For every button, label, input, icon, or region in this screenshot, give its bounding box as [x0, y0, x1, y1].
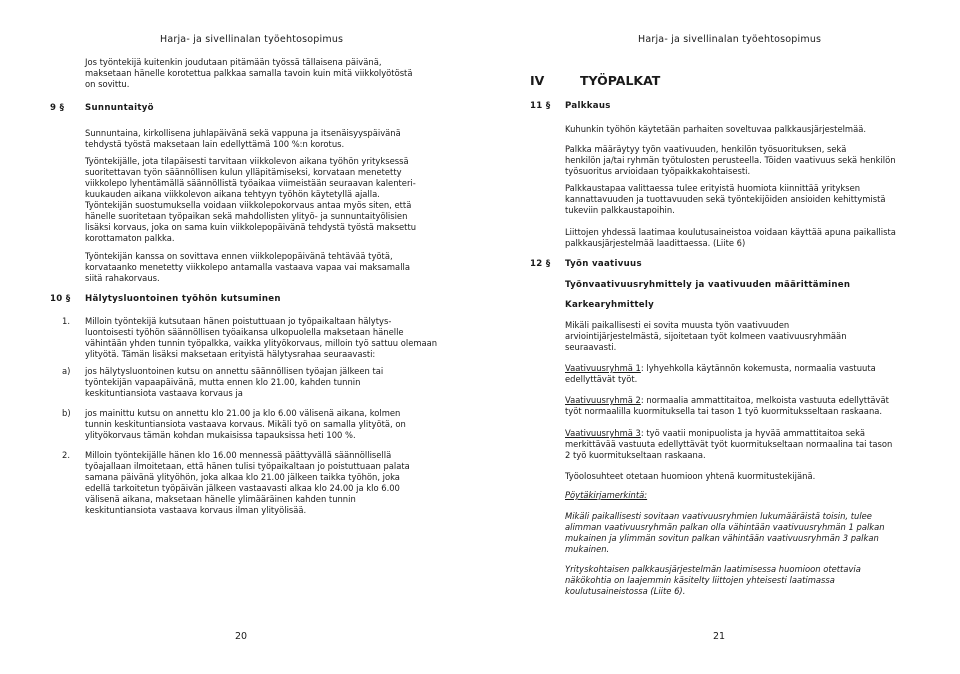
section-11-title: Palkkaus: [565, 101, 611, 111]
section-12-paragraph-1: [565, 320, 847, 353]
section-9-paragraph-3: [85, 251, 410, 284]
text-line: lisäksi korvaus, joka on sama kuin viikkolepopäivänä tehdystä työstä maksettu: [85, 222, 417, 232]
item-a-label: a): [62, 366, 71, 376]
text-line: jos mainittu kutsu on annettu klo 21.00 ja klo 6.00 välisenä aikana, kolmen: [85, 408, 401, 418]
text-line: merkittävää vastuuta edellyttävät työt kuormitukseltaan normaalina tai tason: [565, 439, 893, 449]
item-1-number: 1.: [62, 316, 70, 326]
requirement-group-3: [565, 428, 892, 461]
text-line: Milloin työntekijä kutsutaan hänen poistuttuaan jo työpaikaltaan hälytys-: [85, 316, 392, 326]
text-line: Palkkaustapaa valittaessa tulee erityistä huomiota kiinnittää yrityksen: [565, 183, 861, 193]
text-line: Työolosuhteet otetaan huomioon yhtenä kuormitustekijänä.: [565, 471, 816, 481]
text-line: koulutusaineistossa (Liite 6).: [565, 586, 686, 596]
text-line: henkilön ja/tai ryhmän työtulosten perusteella. Töiden vaativuus sekä henkilön: [565, 155, 896, 165]
right-page-header: Harja- ja sivellinalan työehtosopimus: [638, 34, 822, 45]
section-11-paragraph-1: [565, 124, 866, 135]
text-line: vähintään yhden tunnin työpalkka, vaikka ylityökorvaus, milloin työ sattuu olemaan: [85, 338, 438, 348]
item-b-text: [85, 408, 406, 441]
section-12-subheading: Karkearyhmittely: [565, 300, 655, 310]
section-11-paragraph-4: [565, 227, 896, 249]
text-line: viikkolepo lyhentämällä säännöllistä työaikaa viimeistään seuraavan kalenteri-: [85, 178, 416, 188]
text-line: Työntekijän suostumuksella voidaan viikkolepokorvaus antaa myös siten, että: [85, 200, 412, 210]
text-line: Yrityskohtaisen palkkausjärjestelmän laatimisessa huomioon otettavia: [565, 564, 861, 574]
text-line: kannattavuuden ja tuottavuuden sekä työntekijöiden ansioiden kehittymistä: [565, 194, 886, 204]
text-line: Palkka määräytyy työn vaativuuden, henkilön työsuorituksen, sekä: [565, 144, 847, 154]
section-12-subtitle: Työnvaativuusryhmittely ja vaativuuden määrittäminen: [565, 280, 851, 290]
section-11-paragraph-3: [565, 183, 886, 216]
requirement-group-1: [565, 363, 876, 385]
text-line: tehdystä työstä maksetaan lain edellyttämä 100 %:n korotus.: [85, 139, 345, 149]
text-line: edellä tarkoitetun työpäivän jälkeen vastaavasti alkaa klo 24.00 ja klo 6.00: [85, 483, 400, 493]
section-10-title: Hälytysluontoinen työhön kutsuminen: [85, 294, 281, 304]
text-line: korottamaton palkka.: [85, 233, 175, 243]
section-12-paragraph-2: [565, 471, 815, 482]
text-line: siitä rahakorvaus.: [85, 273, 160, 283]
text-line: ylityötä. Tämän lisäksi maksetaan erityistä hälytysrahaa seuraavasti:: [85, 349, 376, 359]
text-line: korvataanko menetetty viikkolepo antamalla vastaava vapaa vai maksamalla: [85, 262, 410, 272]
text-line: mukainen ja ylimmän sovitun palkan vähintään vaativuusryhmän 3 palkan: [565, 533, 879, 543]
text-line: samana päivänä ylityöhön, joka alkaa klo 21.00 jälkeen taikka työhön, joka: [85, 472, 400, 482]
section-11-number: 11 §: [530, 101, 551, 111]
text-line: Mikäli paikallisesti ei sovita muusta työn vaativuuden: [565, 320, 790, 330]
section-10-number: 10 §: [50, 294, 71, 304]
text-line: työajallaan ilmoitetaan, että hänen tulisi työpaikaltaan jo poistuttuaan palata: [85, 461, 410, 471]
item-a-text: [85, 366, 383, 399]
text-line: edellyttävät työt.: [565, 374, 638, 384]
section-9-paragraph-1: [85, 128, 401, 150]
text-line: jos hälytysluontoinen kutsu on annettu säännöllisen työajan jälkeen tai: [85, 366, 384, 376]
text-line: arviointijärjestelmästä, sijoitetaan työt kolmeen vaativuusryhmään: [565, 331, 847, 341]
left-page-number: 20: [235, 631, 248, 642]
requirement-group-3-label: Vaativuusryhmä 3: [565, 428, 641, 438]
text-line: luontoisesti työhön säännöllisen työaikansa ulkopuolella maksetaan hänelle: [85, 327, 404, 337]
requirement-group-2-label: Vaativuusryhmä 2: [565, 395, 641, 405]
text-line: : työ vaatii monipuolista ja hyvää ammattitaitoa sekä: [640, 428, 866, 438]
text-line: tukeviin palkkaustapoihin.: [565, 205, 675, 215]
section-9-number: 9 §: [50, 103, 65, 113]
text-line: tunnin keskituntiansiota vastaava korvaus. Mikäli työ on samalla ylityötä, on: [85, 419, 406, 429]
protocol-note-label: Pöytäkirjamerkintä:: [565, 490, 648, 500]
text-line: työt normaalilla kuormituksella tai tason 1 työ kuormituksseltaan raskaana.: [565, 406, 883, 416]
requirement-group-2: [565, 395, 889, 417]
text-line: Milloin työntekijälle hänen klo 16.00 mennessä päättyvällä säännöllisellä: [85, 450, 392, 460]
section-9-title: Sunnuntaityö: [85, 103, 154, 113]
text-line: seuraavasti.: [565, 342, 617, 352]
item-1-text: [85, 316, 437, 360]
section-11-paragraph-2: [565, 144, 896, 177]
text-line: Kuhunkin työhön käytetään parhaiten soveltuvaa palkkausjärjestelmää.: [565, 124, 867, 134]
text-line: palkkausjärjestelmää laadittaessa. (Liite 6): [565, 238, 746, 248]
protocol-note-paragraph-1: [565, 511, 885, 555]
item-b-label: b): [62, 408, 71, 418]
text-line: alimman vaativuusryhmän palkan olla vähintään vaativuusryhmän 1 palkan: [565, 522, 885, 532]
intro-paragraph: [85, 57, 412, 90]
text-line: kuukauden aikana viikkolevon aikana tehtyyn työhön käytetyllä ajalla.: [85, 189, 380, 199]
text-line: keskituntiansiota vastaava korvaus ja: [85, 388, 243, 398]
text-line: maksetaan hänelle korotettua palkkaa samalla tavoin kuin mitä viikkolyötöstä: [85, 68, 413, 78]
section-12-number: 12 §: [530, 259, 551, 269]
text-line: on sovittu.: [85, 79, 130, 89]
text-line: ylityökorvaus tämän kohdan mukaisissa tapauksissa heti 100 %.: [85, 430, 356, 440]
right-page: [480, 0, 960, 674]
section-9-paragraph-2: [85, 156, 416, 244]
section-12-title: Työn vaativuus: [565, 259, 642, 269]
requirement-group-1-label: Vaativuusryhmä 1: [565, 363, 641, 373]
text-line: Työntekijän kanssa on sovittava ennen viikkolepopäivänä tehtävää työtä,: [85, 251, 393, 261]
item-2-text: [85, 450, 410, 516]
text-line: Työntekijälle, jota tilapäisesti tarvitaan viikkolevon aikana työhön yrityksessä: [85, 156, 409, 166]
text-line: näkökohtia on laajemmin käsitelty liittojen yhteisesti laatimassa: [565, 575, 835, 585]
text-line: 2 työ kuormitukseltaan raskaana.: [565, 450, 706, 460]
chapter-title: TYÖPALKAT: [580, 73, 661, 88]
protocol-note-paragraph-2: [565, 564, 861, 597]
text-line: Mikäli paikallisesti sovitaan vaativuusryhmien lukumääräistä toisin, tulee: [565, 511, 872, 521]
right-page-number: 21: [713, 631, 726, 642]
text-line: työntekijän vapaapäivänä, mutta ennen klo 21.00, kahden tunnin: [85, 377, 361, 387]
text-line: Jos työntekijä kuitenkin joudutaan pitämään työssä tällaisena päivänä,: [85, 57, 382, 67]
text-line: suoritettavan työn säännöllisen kulun ylläpitämiseksi, korvataan menetetty: [85, 167, 402, 177]
text-line: välisenä aikana, maksetaan hänelle ylimääräinen kahden tunnin: [85, 494, 356, 504]
text-line: Sunnuntaina, kirkollisena juhlapäivänä sekä vappuna ja itsenäisyyspäivänä: [85, 128, 401, 138]
text-line: työsuoritus arvioidaan työpaikkakohtaisesti.: [565, 166, 751, 176]
text-line: mukainen.: [565, 544, 610, 554]
item-2-number: 2.: [62, 450, 70, 460]
chapter-number: IV: [530, 73, 545, 88]
text-line: : lyhyehkolla käytännön kokemusta, normaalia vastuuta: [640, 363, 876, 373]
text-line: Liittojen yhdessä laatimaa koulutusaineistoa voidaan käyttää apuna paikallista: [565, 227, 896, 237]
left-page-header: Harja- ja sivellinalan työehtosopimus: [160, 34, 344, 45]
text-line: : normaalia ammattitaitoa, melkoista vastuuta edellyttävät: [640, 395, 889, 405]
text-line: keskituntiansiota vastaava korvaus ilman ylityölisää.: [85, 505, 307, 515]
text-line: hänelle suoritetaan työpaikan sekä mahdollisten ylityö- ja sunnuntaityölisien: [85, 211, 408, 221]
